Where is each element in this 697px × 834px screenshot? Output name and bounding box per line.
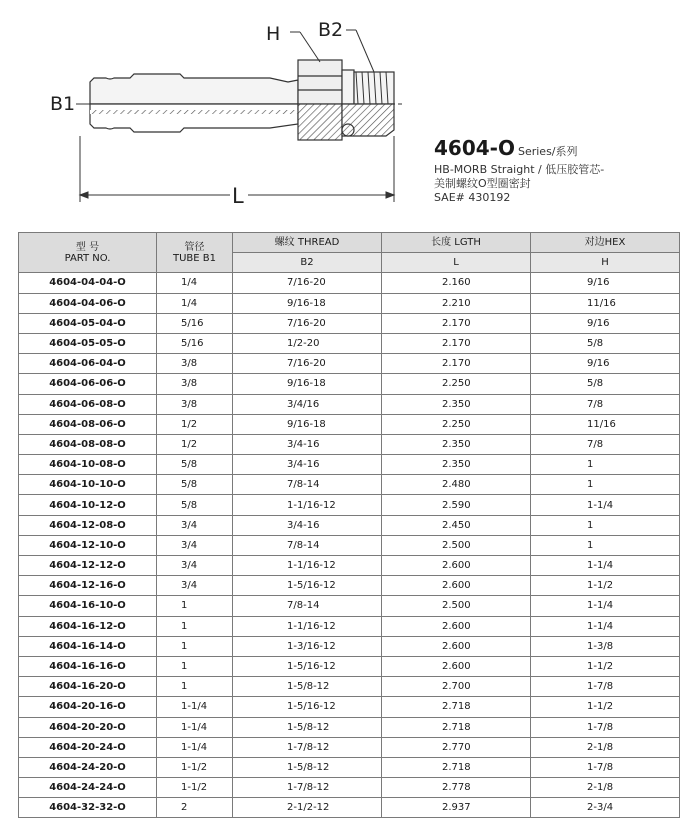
hex-cell: 5/8 — [531, 374, 680, 394]
header-tube-en: TUBE B1 — [172, 252, 216, 264]
part-cell: 4604-05-05-O — [19, 333, 157, 353]
hex-cell: 9/16 — [531, 354, 680, 374]
thread-cell: 7/8-14 — [233, 535, 382, 555]
part-cell: 4604-06-08-O — [19, 394, 157, 414]
part-cell: 4604-16-20-O — [19, 677, 157, 697]
length-cell: 2.170 — [382, 313, 531, 333]
hex-cell: 2-3/4 — [531, 798, 680, 818]
table-row — [19, 677, 680, 697]
tube-cell: 1/2 — [157, 434, 233, 454]
header-part-cn: 型 号 — [75, 241, 100, 253]
hex-cell: 11/16 — [531, 293, 680, 313]
thread-cell: 1-7/8-12 — [233, 778, 382, 798]
hex-cell: 7/8 — [531, 434, 680, 454]
thread-cell: 1-5/8-12 — [233, 757, 382, 777]
thread-cell: 9/16-18 — [233, 414, 382, 434]
hex-cell: 11/16 — [531, 414, 680, 434]
tube-cell: 1-1/2 — [157, 778, 233, 798]
hex-cell: 1 — [531, 535, 680, 555]
table-row — [19, 798, 680, 818]
tube-cell: 2 — [157, 798, 233, 818]
length-cell: 2.250 — [382, 414, 531, 434]
part-cell: 4604-05-04-O — [19, 313, 157, 333]
header-part-en: PART NO. — [64, 252, 111, 264]
tube-cell: 1 — [157, 636, 233, 656]
part-cell: 4604-16-12-O — [19, 616, 157, 636]
thread-cell: 9/16-18 — [233, 293, 382, 313]
label-h: H — [266, 23, 281, 45]
thread-cell: 1-5/8-12 — [233, 717, 382, 737]
tube-cell: 3/4 — [157, 576, 233, 596]
header-part — [19, 233, 157, 273]
table-row — [19, 333, 680, 353]
length-cell: 2.350 — [382, 455, 531, 475]
table-row — [19, 737, 680, 757]
thread-cell: 1-1/16-12 — [233, 495, 382, 515]
thread-cell: 7/8-14 — [233, 475, 382, 495]
part-cell: 4604-16-14-O — [19, 636, 157, 656]
hex-cell: 7/8 — [531, 394, 680, 414]
table-row — [19, 293, 680, 313]
tube-body — [90, 74, 298, 104]
tube-cell: 1 — [157, 616, 233, 636]
part-cell: 4604-20-20-O — [19, 717, 157, 737]
length-cell: 2.450 — [382, 515, 531, 535]
tube-cell: 1-1/2 — [157, 757, 233, 777]
spec-table — [18, 232, 680, 818]
header-tube-cn: 管径 — [184, 241, 205, 253]
hex-cell: 9/16 — [531, 273, 680, 293]
hex-cell: 1-1/2 — [531, 656, 680, 676]
tube-cell: 1 — [157, 677, 233, 697]
tube-cell: 1/4 — [157, 273, 233, 293]
thread-cell: 1-5/8-12 — [233, 677, 382, 697]
hex-cell: 1-1/4 — [531, 596, 680, 616]
table-row — [19, 354, 680, 374]
table-row — [19, 556, 680, 576]
tube-cell: 3/8 — [157, 394, 233, 414]
length-cell: 2.590 — [382, 495, 531, 515]
label-b2: B2 — [318, 19, 344, 41]
length-cell: 2.937 — [382, 798, 531, 818]
hex-cell: 1-1/2 — [531, 697, 680, 717]
thread-cell: 3/4-16 — [233, 515, 382, 535]
table-row — [19, 697, 680, 717]
tube-cell: 1-1/4 — [157, 697, 233, 717]
tube-cell: 5/8 — [157, 495, 233, 515]
part-cell: 4604-16-10-O — [19, 596, 157, 616]
part-cell: 4604-20-24-O — [19, 737, 157, 757]
table-row — [19, 576, 680, 596]
thread-cell: 7/16-20 — [233, 273, 382, 293]
thread-cell: 7/16-20 — [233, 313, 382, 333]
label-l: L — [232, 184, 244, 208]
hex-cell: 1 — [531, 475, 680, 495]
length-cell: 2.778 — [382, 778, 531, 798]
part-cell: 4604-16-16-O — [19, 656, 157, 676]
thread-cell: 1-5/16-12 — [233, 656, 382, 676]
table-row — [19, 757, 680, 777]
length-cell: 2.718 — [382, 757, 531, 777]
length-cell: 2.160 — [382, 273, 531, 293]
table-body — [19, 273, 680, 818]
hex-cell: 1-7/8 — [531, 677, 680, 697]
hex-cell: 1 — [531, 515, 680, 535]
header-thread-sub: B2 — [233, 253, 382, 273]
header-hex: 对边HEX — [531, 233, 680, 253]
thread-cell: 1-5/16-12 — [233, 697, 382, 717]
part-cell: 4604-06-06-O — [19, 374, 157, 394]
hex-cell: 1-3/8 — [531, 636, 680, 656]
length-cell: 2.600 — [382, 656, 531, 676]
table-row — [19, 616, 680, 636]
length-cell: 2.600 — [382, 636, 531, 656]
part-cell: 4604-10-08-O — [19, 455, 157, 475]
hex-cell: 5/8 — [531, 333, 680, 353]
thread-cell: 1-7/8-12 — [233, 737, 382, 757]
table-row — [19, 535, 680, 555]
table-row — [19, 455, 680, 475]
table-row — [19, 414, 680, 434]
length-cell: 2.480 — [382, 475, 531, 495]
table-row — [19, 778, 680, 798]
series-word: Series/系列 — [517, 145, 578, 158]
thread-cell: 1-5/16-12 — [233, 576, 382, 596]
table-row — [19, 656, 680, 676]
thread-cell: 1-1/16-12 — [233, 556, 382, 576]
tube-cell: 1 — [157, 596, 233, 616]
label-b1: B1 — [50, 93, 76, 115]
part-cell: 4604-24-24-O — [19, 778, 157, 798]
length-cell: 2.718 — [382, 697, 531, 717]
part-cell: 4604-20-16-O — [19, 697, 157, 717]
length-cell: 2.600 — [382, 556, 531, 576]
part-cell: 4604-12-08-O — [19, 515, 157, 535]
tube-cell: 1/4 — [157, 293, 233, 313]
hex-cell: 1-7/8 — [531, 717, 680, 737]
tube-cell: 3/4 — [157, 556, 233, 576]
product-description-1: HB-MORB Straight / 低压胶管芯- — [434, 163, 605, 176]
tube-cell: 5/16 — [157, 333, 233, 353]
part-cell: 4604-10-10-O — [19, 475, 157, 495]
length-cell: 2.500 — [382, 596, 531, 616]
series-heading — [434, 137, 684, 163]
part-cell: 4604-04-04-O — [19, 273, 157, 293]
length-cell: 2.600 — [382, 576, 531, 596]
length-cell: 2.500 — [382, 535, 531, 555]
table-row — [19, 515, 680, 535]
length-cell: 2.718 — [382, 717, 531, 737]
thread-cell: 1-1/16-12 — [233, 616, 382, 636]
table-row — [19, 636, 680, 656]
fitting-drawing — [30, 6, 430, 218]
part-cell: 4604-12-16-O — [19, 576, 157, 596]
header-tube — [157, 233, 233, 273]
hex-cell: 1-1/4 — [531, 556, 680, 576]
length-cell: 2.170 — [382, 354, 531, 374]
thread-cell: 3/4-16 — [233, 434, 382, 454]
tube-cell: 1-1/4 — [157, 717, 233, 737]
tube-cell: 3/4 — [157, 515, 233, 535]
table-row — [19, 475, 680, 495]
tube-cell: 5/8 — [157, 455, 233, 475]
hex-cell: 2-1/8 — [531, 737, 680, 757]
tube-cell: 1/2 — [157, 414, 233, 434]
table-row — [19, 313, 680, 333]
hex-cell: 1 — [531, 455, 680, 475]
table-row — [19, 495, 680, 515]
header-length: 长度 LGTH — [382, 233, 531, 253]
thread-cell: 3/4-16 — [233, 455, 382, 475]
table-row — [19, 434, 680, 454]
thread-cell: 1-3/16-12 — [233, 636, 382, 656]
header-hex-sub: H — [531, 253, 680, 273]
thread-cell: 3/4/16 — [233, 394, 382, 414]
tube-cell: 3/8 — [157, 354, 233, 374]
header-thread: 螺纹 THREAD — [233, 233, 382, 253]
table-row — [19, 717, 680, 737]
length-cell: 2.600 — [382, 616, 531, 636]
part-cell: 4604-08-08-O — [19, 434, 157, 454]
tube-cell: 5/16 — [157, 313, 233, 333]
tube-cell: 5/8 — [157, 475, 233, 495]
header-length-sub: L — [382, 253, 531, 273]
part-cell: 4604-10-12-O — [19, 495, 157, 515]
table-row — [19, 394, 680, 414]
product-title-block — [434, 137, 684, 205]
hex-nut — [298, 60, 342, 140]
sae-number: SAE# 430192 — [434, 191, 511, 204]
tube-cell: 1 — [157, 656, 233, 676]
tube-cell: 3/8 — [157, 374, 233, 394]
length-cell: 2.700 — [382, 677, 531, 697]
length-cell: 2.770 — [382, 737, 531, 757]
table-row — [19, 374, 680, 394]
part-cell: 4604-06-04-O — [19, 354, 157, 374]
table-row — [19, 273, 680, 293]
length-cell: 2.350 — [382, 394, 531, 414]
hex-cell: 1-7/8 — [531, 757, 680, 777]
tube-section — [90, 104, 298, 132]
length-cell: 2.170 — [382, 333, 531, 353]
tube-cell: 3/4 — [157, 535, 233, 555]
part-cell: 4604-12-12-O — [19, 556, 157, 576]
thread-cell: 7/8-14 — [233, 596, 382, 616]
thread-cell: 7/16-20 — [233, 354, 382, 374]
thread-end — [342, 70, 394, 136]
thread-cell: 1/2-20 — [233, 333, 382, 353]
part-cell: 4604-04-06-O — [19, 293, 157, 313]
product-description-2: 美制螺纹O型圈密封 — [434, 177, 531, 190]
table-row — [19, 596, 680, 616]
length-cell: 2.210 — [382, 293, 531, 313]
header-row — [19, 233, 680, 253]
part-cell: 4604-32-32-O — [19, 798, 157, 818]
hex-cell: 1-1/4 — [531, 616, 680, 636]
part-cell: 4604-12-10-O — [19, 535, 157, 555]
part-cell: 4604-08-06-O — [19, 414, 157, 434]
thread-cell: 2-1/2-12 — [233, 798, 382, 818]
length-cell: 2.250 — [382, 374, 531, 394]
hex-cell: 1-1/2 — [531, 576, 680, 596]
part-cell: 4604-24-20-O — [19, 757, 157, 777]
tube-cell: 1-1/4 — [157, 737, 233, 757]
hex-cell: 9/16 — [531, 313, 680, 333]
length-cell: 2.350 — [382, 434, 531, 454]
hex-cell: 2-1/8 — [531, 778, 680, 798]
hex-cell: 1-1/4 — [531, 495, 680, 515]
thread-cell: 9/16-18 — [233, 374, 382, 394]
series-code: 4604-O — [434, 136, 515, 160]
